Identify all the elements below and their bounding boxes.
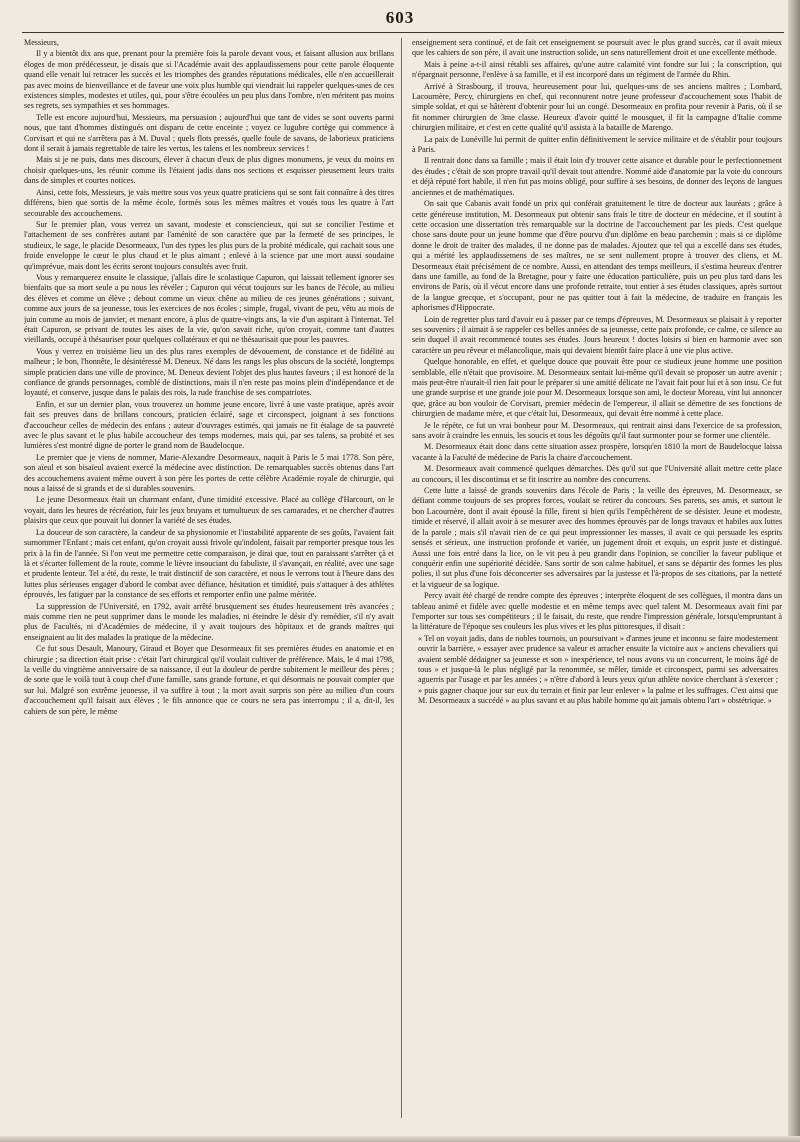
paragraph: M. Desormeaux était donc dans cette situation assez prospère, lorsqu'en 1810 la mort de Baudelocque laissa vacante à la Faculté de médecine de Paris la chaire d'accouchement. — [412, 442, 782, 462]
page-edge-shadow — [788, 0, 800, 1142]
paragraph: Je le répète, ce fut un vrai bonheur pour M. Desormeaux, qui rentrait ainsi dans l'exercice de sa profession, sans avoir à craindre les ennuis, les soucis et tous les dégoûts qu'il faut surmonter pour se former une clientèle. — [412, 420, 782, 441]
page-number: 603 — [385, 8, 415, 27]
paragraph: La paix de Lunéville lui permit de quitter enfin définitivement le service militaire et de s'établir pour toujours à Paris. — [412, 134, 782, 155]
left-column — [24, 38, 394, 1118]
paragraph: Vous y remarquerez ensuite le classique, j'allais dire le scolastique Capuron, qui laissait tellement ignorer ses bienfaits que sa mort seule a pu nous les révéler ; Capuron qui vécut toujours sur les bancs de l'école, au milieu des élèves et comme un élève ; debout comme un vieux chêne au milieu de ces jeunes générations ; suivant, comme aux jours de sa jeunesse, tous les exercices de nos écoles ; simple, frugal, vivant de peu, vêtu au mois de juin comme au mois de janvier, et menant encore, à plus de quatre-vingts ans, la vie d'un aspirant à l'internat. Tel était Capuron, se privant de toutes les aises de la vie, qu'on savait riche, qu'on croyait, comme tant d'autres vieillards, occupé à thésauriser pour quelques collatéraux et qui ne thésaurisait que pour les pauvres. — [24, 272, 394, 345]
paragraph: Cette lutte a laissé de grands souvenirs dans l'école de Paris ; la veille des épreuves, M. Desormeaux, se défiant comme toujours de ses propres forces, voulait se retirer du concours. Ses parens, ses amis, et surtout le bon Lacournère, dont il avait épousé la fille, firent si bien qu'ils l'empêchèrent de se désister. Jeune et modeste, timide et réservé, il allait avoir à se mesurer avec des hommes éprouvés par de longs travaux et habiles aux luttes de la parole ; mais s'il n'avait rien de ce qui peut impressionner les masses, il avait ce qui persuade les esprits sensés et sérieux, une instruction profonde et variée, un jugement droit et exquis, un esprit juste et distingué. Aussi une fois entré dans la lice, on le vit peu à peu grandir dans l'opinion, se concilier la faveur publique et conquérir enfin une supériorité décidée. Sans sortir de son calme habituel, et sans se départir des formes les plus polies, il sut plus d'une fois déconcerter ses adversaires par la justesse et l'à-propos de ses citations, par la netteté et la vigueur de sa logique. — [412, 486, 782, 589]
paragraph: Percy avait été chargé de rendre compte des épreuves ; interprète éloquent de ses collègues, il montra dans un tableau animé et fidèle avec quelle modestie et en même temps avec quel talent M. Desormeaux avait fini par l'emporter sur tous ses compétiteurs ; il le faisait, du reste, que rendre l'impression générale, lorsqu'empruntant à la littérature de l'époque ses couleurs les plus vives et les plus pittoresques, il disait : — [412, 591, 782, 632]
paragraph: Ce fut sous Desault, Manoury, Giraud et Boyer que Desormeaux fit ses premières études en anatomie et en chirurgie ; sa direction était prise : c'était l'art chirurgical qu'il voulait cultiver de préférence. Mais, le 4 mai 1798, la veille du vingtième anniversaire de sa naissance, il eut la douleur de perdre subitement le meilleur des pères ; de sorte que le voilà tout à coup chef d'une famille, sans grande fortune, et qui désormais ne pouvait compter que sur lui. Malgré son extrême jeunesse, il va suffire à tout ; la mort avait surpris son père au milieu d'un cours d'accouchement qu'il faisait aux élèves ; le fils annonce que ce cours ne sera pas interrompu ; il a, dit-il, les cahiers de son père, le même — [24, 644, 394, 716]
paragraph: Enfin, et sur un dernier plan, vous trouverez un homme jeune encore, livré à une vaste pratique, après avoir fait ses preuves dans de brillans concours, praticien éclairé, sage et circonspect, joignant à ses fonctions d'accoucheur celles de médecin des enfans ; auteur d'ouvrages estimés, qui jamais ne fit étalage de sa pauvreté avec le plus savant et le plus habile accoucheur des temps modernes, mais qui, par ses talens, sa probité et ses lumières s'est montré digne de porter le grand nom de Baudelocque. — [24, 399, 394, 451]
column-divider — [401, 38, 402, 1118]
paragraph: Messieurs, — [24, 38, 59, 47]
quoted-passage: « Tel on voyait jadis, dans de nobles tournois, un poursuivant » d'armes jeune et inconnu se faire modestement ouvrir la barrière, » essayer avec prudence sa valeur et arracher ensuite la victoire aux » anciens chevaliers qui avaient semblé dédaigner sa jeunesse et son » inexpérience, tel nous avons vu un concurrent, le moins âgé de tous » et jusque-là le plus négligé par la renommée, se mêler, timide et circonspect, parmi ses adversaires aguerris par l'usage et par les années ; » n'être d'abord à leurs yeux qu'un athlète novice cherchant à s'exercer ; » puis gagner chaque jour sur eux du terrain et finir par leur enlever » la palme et les suffrages. C'est ainsi que M. Desormeaux a succédé » au plus savant et au plus habile homme qu'ait jamais obtenu l'art » obstétrique. » — [418, 633, 778, 706]
paragraph: M. Desormeaux avait commencé quelques démarches. Dès qu'il sut que l'Université allait mettre cette place au concours, il les discontinua et se fit inscrire au nombre des concurrens. — [412, 464, 782, 484]
paragraph: Loin de regretter plus tard d'avoir eu à passer par ce temps d'épreuves, M. Desormeaux se plaisait à y reporter ses souvenirs ; il aimait à se rappeler ces belles années de sa jeunesse, cette paix profonde, ce calme, ce silence au sein duquel il avait recommencé toutes ses études. Jours heureux ! doctes loisirs si bien en harmonie avec son caractère un peu rêveur et mélancolique, mais qui devaient bientôt faire place à une vie plus active. — [412, 314, 782, 355]
paragraph: Il y a bientôt dix ans que, prenant pour la première fois la parole devant vous, et faisant allusion aux brillans éloges de mon prédécesseur, je disais que si l'Académie avait des applaudissemens pour cette parole éloquente quand elle venait lui retracer les succès et les triomphes des grandes réputations médicales, elle n'en accueillerait pas avec moins de bienveillance et de faveur une voix plus humble qui viendrait lui rappeler quelques-unes de ces existences simples, modestes et utiles, qui, pour s'être écoulées un peu plus dans l'ombre, n'en méritent pas moins ses regrets, ses sympathies et ses hommages. — [24, 49, 394, 111]
paragraph: Telle est encore aujourd'hui, Messieurs, ma persuasion ; aujourd'hui que tant de vides se sont ouverts parmi nous, que tant d'hommes distingués ont disparu de cette enceinte ; voyez ce lugubre cortège qui commence à Corvisart et qui ne s'arrêtera pas à M. Duval ; quels flots pressés, quelle foule de savans, de laborieux praticiens dont il serait à jamais regrettable de taire les vertus, les talens et les nombreux services ! — [24, 112, 394, 154]
paragraph: La suppression de l'Université, en 1792, avait arrêté brusquement ses études heureusement très avancées ; mais comme rien ne peut supprimer dans le monde les maladies, ni éteindre le désir d'y remédier, s'il n'y avait plus de Facultés, ni d'Académies de médecine, il y avait toujours des hôpitaux et de grands maîtres qui enseignaient au lit des malades la pratique de la médecine. — [24, 601, 394, 642]
paragraph: Sur le premier plan, vous verrez un savant, modeste et consciencieux, qui sut se concilier l'estime et l'attachement de ses confrères autant par l'aménité de son caractère que par la fermeté de ses principes, le studieux, le sage, le placide Desormeaux, l'un des types les plus purs de la probité médicale, qui cachait sous une froide enveloppe le cœur le plus chaud et le plus aimant ; enlevé à la science par une mort aussi soudaine qu'imprévue, mais dont les écrits seront toujours consultés avec fruit. — [24, 219, 394, 271]
paragraph: Le premier que je viens de nommer, Marie-Alexandre Desormeaux, naquit à Paris le 5 mai 1778. Son père, son aïeul et son bisaïeul avaient exercé la médecine avec distinction. De remarquables succès obtenus dans l'art des accouchemens avaient même ouvert à son père les portes de cette célèbre Académie royale de chirurgie, qui nous a laissé de si grands et de si durables souvenirs. — [24, 452, 394, 494]
paragraph: Arrivé à Strasbourg, il trouva, heureusement pour lui, quelques-uns de ses anciens maîtres ; Lombard, Lacournère, Percy, chirurgiens en chef, qui reconnurent notre jeune professeur d'accouchement sous l'habit de simple soldat, et qui se hâtèrent d'obtenir pour lui un congé. Desormeaux en profita pour revenir à Paris, où il se fit nommer chirurgien de 3me classe. Heureux d'avoir quitté le mousquet, il fit la campagne d'Italie comme chirurgien militaire, et c'est en cette qualité qu'il assista à la bataille de Marengo. — [412, 81, 782, 133]
paragraph: On sait que Cabanis avait fondé un prix qui conférait gratuitement le titre de docteur aux lauréats ; grâce à cette généreuse institution, M. Desormeaux put obtenir sans frais le titre de docteur en médecine, et il soutint à cette occasion une dissertation très remarquable sur la doctrine de l'accouchement par les pieds. C'est quelque chose sans doute pour un jeune homme que d'être pourvu d'un diplôme en beau parchemin ; mais si ce diplôme donne le droit de traiter des malades, il ne donne pas de malades. Ajoutez que tel qui a excellé dans ses études, qui a mérité les applaudissemens de ses maîtres, ne se sent nullement propre à trouver des cliens, et M. Desormeaux était précisément de ce nombre. Aussi, en attendant des temps meilleurs, il s'estima heureux d'entrer dans une famille, au fond de la Bretagne, pour y faire une éducation particulière, puis un peu plus tard dans les environs de Paris, où il vécut encore dans une profonde retraite, tout entier à ses études classiques, après surtout de la langue grecque, et s'occupant, pour ne pas quitter tout à fait la médecine, de traduire en français les aphorismes d'Hippocrate. — [412, 199, 782, 313]
paragraph: Quelque honorable, en effet, et quelque douce que pouvait être pour ce studieux jeune homme une position semblable, elle n'était que provisoire. M. Desormeaux sentait lui-même qu'il devait se proposer un autre avenir ; mais peut-être n'aurait-il rien fait pour le préparer si une amitié délicate ne l'avait fait pour lui et à son insu. Ce fut une grande surprise et une grande joie pour M. Desormeaux lorsque son ami, le docteur Moreau, vint lui annoncer que, grâce au bon vouloir de Corvisart, premier médecin de l'empereur, il allait se démettre de ses fonctions de chirurgien de madame mère, et que c'était lui, Desormeaux, qui devait être nommé à cette place. — [412, 357, 782, 419]
paragraph: Il rentrait donc dans sa famille ; mais il était loin d'y trouver cette aisance et durable pour le perfectionnement des études ; c'était de son propre travail qu'il devait tout attendre. Nommé aide d'anatomie par la voie du concours et déjà réputé fort habile, il n'en fut pas moins obligé, pour suffire à ses besoins, de donner des leçons de langues anciennes et de mathématiques. — [412, 156, 782, 197]
paragraph: Vous y verrez en troisième lieu un des plus rares exemples de dévouement, de constance et de fidélité au malheur ; le bon, l'honnête, le désintéressé M. Deneux. Né dans les rangs les plus obscurs de la société, longtemps simple praticien dans une ville de province, M. Deneux devient l'objet des plus hautes faveurs ; il est honoré de la confiance de grands personnages, comblé de distinctions, mais il n'en reste pas moins plein d'indépendance et de loyauté, et conserve, jusque dans le palais des rois, la rude franchise de ses compatriotes. — [24, 346, 394, 398]
paragraph: enseignement sera continué, et de fait cet enseignement se poursuit avec le plus grand succès, car il avait mieux que les cahiers de son père, il avait une instruction solide, un sens naturellement droit et une excellente méthode. — [412, 38, 782, 58]
paragraph: La douceur de son caractère, la candeur de sa physionomie et l'instabilité apparente de ses goûts, l'avaient fait surnommer l'Enfant ; mais cet enfant, qu'on croyait aussi frivole qu'indolent, faisait par remporter presque tous les prix à la fin de l'année. Si l'on veut me permettre cette comparaison, je dirai que, tout en paraissant s'arrêter çà et là et s'écarter follement de la route, comme le lièvre insouciant du fabuliste, il s'avançait, en réalité, avec une sage et prudente lenteur. Tel a été, du reste, le trait distinctif de son caractère, et nous le verrons tout à l'heure dans des luttes plus sérieuses engager d'abord le combat avec défiance, hésitation et timidité, puis s'attaquer à des athlètes éprouvés, les fatiguer par la constance de ses efforts et remporter enfin une palme méritée. — [24, 527, 394, 600]
right-column — [412, 38, 782, 1118]
paragraph: Le jeune Desormeaux était un charmant enfant, d'une timidité excessive. Placé au collège d'Harcourt, on le voyait, dans les heures de récréation, fuir les jeux bruyans et tumultueux de ses camarades, et ne chercher d'autres plaisirs que ceux que pouvait lui donner la variété de ses études. — [24, 495, 394, 526]
paragraph: Mais à peine a-t-il ainsi rétabli ses affaires, qu'une autre calamité vint fondre sur lui ; la conscription, qui n'épargnait personne, l'enlève à sa famille, et il est incorporé dans un régiment de l'armée du Rhin. — [412, 59, 782, 80]
paragraph: Ainsi, cette fois, Messieurs, je vais mettre sous vos yeux quatre praticiens qui se sont fait connaître à des titres différens, bien que sortis de la même école, formés sous les mêmes maîtres et voués tous les quatre à l'art secourable des accouchemens. — [24, 187, 394, 218]
header-rule — [22, 32, 784, 33]
page-bottom-shadow — [0, 1136, 800, 1142]
paragraph: Mais si je ne puis, dans mes discours, élever à chacun d'eux de plus dignes monumens, je veux du moins en choisir quelques-uns, les réunir comme ils l'étaient jadis dans nos sections et esquisser pieusement leurs traits dans de simples et courtes notices. — [24, 155, 394, 186]
